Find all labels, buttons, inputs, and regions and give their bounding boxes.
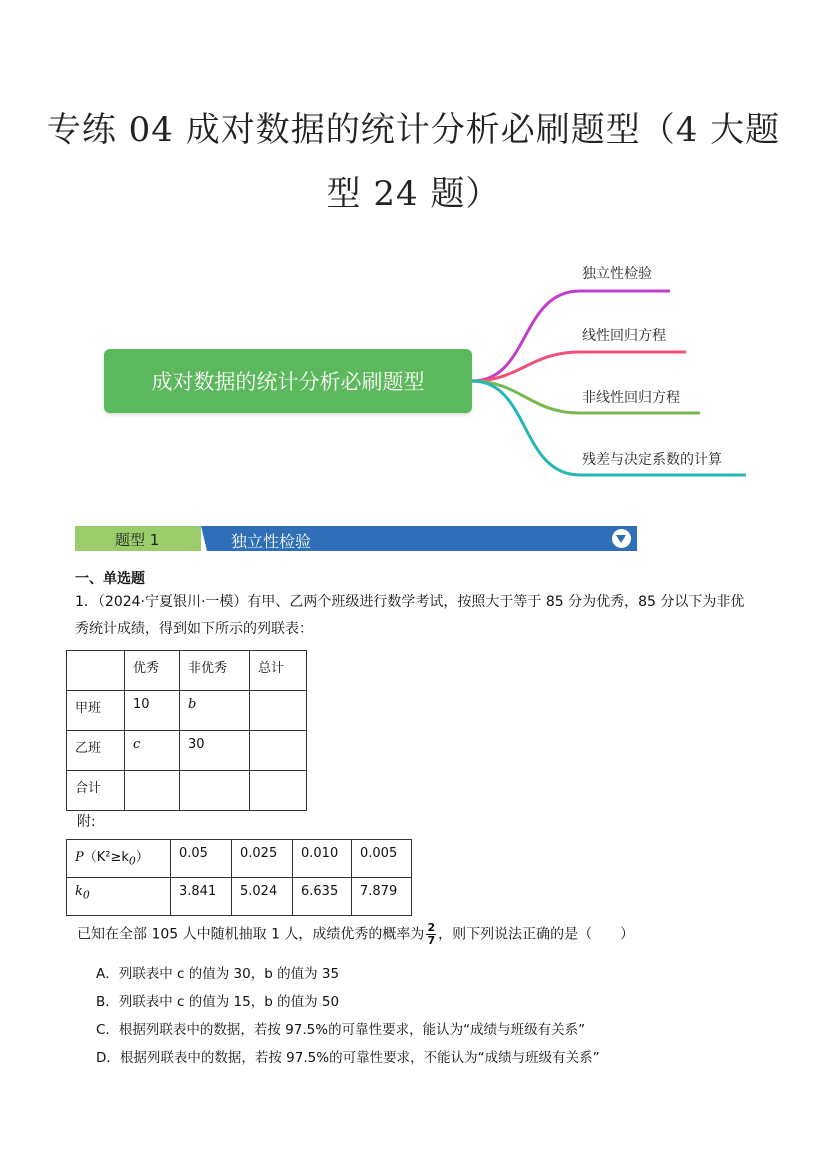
table-cell	[250, 771, 307, 811]
page-title-line-1: 专练 04 成对数据的统计分析必刷题型（4 大题	[46, 110, 781, 150]
section-name-band	[196, 526, 637, 551]
table-cell	[180, 771, 250, 811]
table-cell: 0.005	[352, 840, 412, 878]
question-1-text-line-1: 1．（2024·宁夏银川·一模）有甲、乙两个班级进行数学考试，按照大于等于 85 分为优秀，85 分以下为非优	[75, 594, 745, 610]
question-1-text-line-2: 秀统计成绩，得到如下所示的列联表：	[75, 621, 313, 637]
option-c[interactable]: C．根据列联表中的数据，若按 97.5%的可靠性要求，能认为“成绩与班级有关系”	[96, 1022, 586, 1038]
section-tag-band	[75, 526, 201, 551]
table-cell: 10	[125, 691, 180, 731]
table-cell	[250, 731, 307, 771]
section-tag: 题型 1	[115, 531, 160, 549]
table-cell: 合计	[67, 771, 125, 811]
fraction	[426, 922, 436, 947]
mindmap-branch-4: 残差与决定系数的计算	[582, 452, 722, 468]
table-cell: 0.025	[232, 840, 293, 878]
table-cell: b	[180, 691, 250, 731]
label-k: k	[75, 884, 83, 899]
table-cell: 5.024	[232, 878, 293, 916]
table-cell: 6.635	[293, 878, 352, 916]
mindmap-branch-2: 线性回归方程	[582, 328, 666, 344]
mindmap-link-2	[472, 352, 686, 381]
appendix-label: 附:	[77, 814, 96, 830]
collapse-arrow-icon[interactable]	[612, 529, 631, 548]
table-row	[67, 878, 412, 916]
stem-part-a: 已知在全部 105 人中随机抽取 1 人，成绩优秀的概率为	[77, 926, 425, 943]
page-title-line-2: 型 24 题）	[326, 174, 501, 214]
table-cell: 总计	[250, 651, 307, 691]
table-row	[67, 840, 412, 878]
critical-value-table	[66, 839, 412, 916]
option-a[interactable]: A．列联表中 c 的值为 30，b 的值为 35	[96, 966, 340, 982]
table-cell: 3.841	[171, 878, 232, 916]
section-name: 独立性检验	[231, 532, 312, 551]
option-d[interactable]: D．根据列联表中的数据，若按 97.5%的可靠性要求，不能认为“成绩与班级有关系”	[96, 1050, 600, 1066]
label-p: P	[75, 850, 84, 865]
mindmap-branch-3: 非线性回归方程	[582, 390, 680, 406]
section-header-bar	[75, 526, 637, 551]
table-cell	[125, 771, 180, 811]
table-cell-label	[67, 878, 171, 916]
question-1-stem	[77, 922, 634, 947]
table-row	[67, 731, 307, 771]
mindmap-branch-1: 独立性检验	[582, 266, 652, 282]
table-cell: 30	[180, 731, 250, 771]
table-cell: 0.05	[171, 840, 232, 878]
table-cell	[250, 691, 307, 731]
table-cell: 甲班	[67, 691, 125, 731]
fraction-numerator: 2	[427, 921, 436, 934]
table-cell: 7.879	[352, 878, 412, 916]
stem-part-b: ，则下列说法正确的是（ ）	[438, 926, 635, 943]
mindmap-root-node: 成对数据的统计分析必刷题型	[104, 349, 472, 413]
table-row	[67, 691, 307, 731]
table-row	[67, 771, 307, 811]
label-sub: 0	[82, 888, 90, 902]
table-cell	[67, 651, 125, 691]
label-sub: 0	[128, 854, 136, 868]
contingency-table	[66, 650, 307, 811]
table-cell: 优秀	[125, 651, 180, 691]
label-k-ge: （K²≥k	[83, 850, 129, 865]
section-heading: 一、单选题	[75, 571, 145, 587]
table-row	[67, 651, 307, 691]
table-cell: 0.010	[293, 840, 352, 878]
table-cell: 乙班	[67, 731, 125, 771]
label-close: ）	[135, 850, 149, 865]
table-cell: c	[125, 731, 180, 771]
option-b[interactable]: B．列联表中 c 的值为 15，b 的值为 50	[96, 994, 340, 1010]
table-cell-label	[67, 840, 171, 878]
fraction-denominator: 7	[427, 934, 436, 947]
table-cell: 非优秀	[180, 651, 250, 691]
